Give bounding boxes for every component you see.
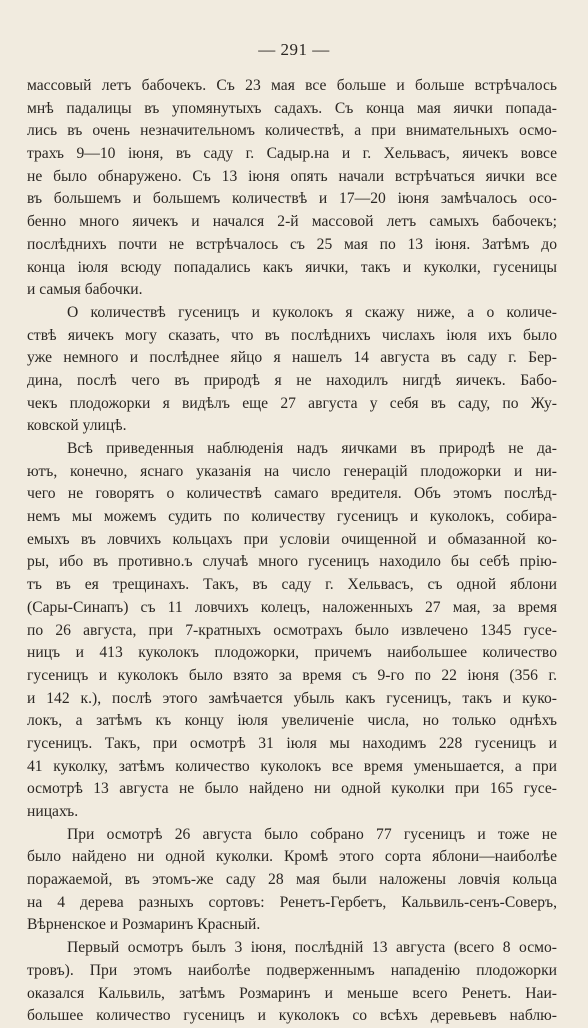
text-line: мнѣ падалицы въ упомянутыхъ садахъ. Съ конца мая яички попада- xyxy=(27,99,557,117)
text-line: и самыя бабочки. xyxy=(27,281,143,299)
text-line: оказался Кальвиль, затѣмъ Розмаринъ и меньше всего Ренетъ. Наи- xyxy=(27,984,557,1002)
text-line: тровъ). При этомъ наиболѣе подверженнымъ нападенію плодожорки xyxy=(27,961,557,979)
text-line: 41 куколку, затѣмъ количество куколокъ все время уменьшается, а при xyxy=(27,757,557,775)
paragraph xyxy=(27,302,557,438)
text-line: осмотрѣ 13 августа не было найдено ни одной куколки при 165 гусе- xyxy=(27,780,557,798)
text-line: При осмотрѣ 26 августа было собрано 77 гусеницъ и тоже не xyxy=(67,825,557,843)
text-line: конца іюля всюду попадались какъ яички, такъ и куколки, гусеницы xyxy=(27,258,557,276)
text-line: ры, ибо въ противно.ъ случаѣ много гусеницъ находило бы себѣ прію- xyxy=(27,553,557,571)
text-line: не было обнаружено. Съ 13 іюня опять начали встрѣчаться яички все xyxy=(27,167,557,185)
text-line: чекъ плодожорки я видѣлъ еще 27 августа у себя въ саду, по Жу- xyxy=(27,394,557,412)
text-line: по 26 августа, при 7-кратныхъ осмотрахъ было извлечено 1345 гусе- xyxy=(27,621,557,639)
text-line: Вѣрненское и Розмаринъ Красный. xyxy=(27,916,261,934)
text-line: лись въ очень незначительномъ количествѣ, а при внимательныхъ осмо- xyxy=(27,122,557,140)
paragraph xyxy=(27,75,557,302)
text-line: немъ мы можемъ судить по количеству гусеницъ и куколокъ, собира- xyxy=(27,508,557,526)
text-line: тъ въ ея трещинахъ. Такъ, въ саду г. Хельвасъ, съ одной яблони xyxy=(27,576,557,594)
text-line: ницъ и 413 куколокъ плодожорки, причемъ наибольшее количество xyxy=(27,644,557,662)
text-line: (Сары-Синапъ) съ 11 ловчихъ колецъ, наложенныхъ 27 мая, за время xyxy=(27,598,557,616)
text-line: поражаемой, въ этомъ-же саду 28 мая были наложены ловчія кольца xyxy=(27,871,557,889)
text-line: было найдено ни одной куколки. Кромѣ этого сорта яблони—наиболѣе xyxy=(27,848,557,866)
text-line: гусеницъ и куколокъ было взято за время съ 9-го по 22 іюня (356 г. xyxy=(27,666,557,684)
text-line: уже немного и послѣднее яйцо я нашелъ 14 августа въ саду г. Бер- xyxy=(27,349,557,367)
text-line: на 4 дерева разныхъ сортовъ: Ренетъ-Гербетъ, Кальвиль-сенъ-Соверъ, xyxy=(27,893,557,911)
text-line: послѣднихъ почти не встрѣчалось съ 25 мая по 13 іюня. Затѣмъ до xyxy=(27,235,557,253)
text-line: дина, послѣ чего въ природѣ я не находилъ нигдѣ яичекъ. Бабо- xyxy=(27,371,557,389)
text-line: чего не говорятъ о количествѣ самаго вредителя. Объ этомъ послѣд- xyxy=(27,485,557,503)
text-line: гусеницъ. Такъ, при осмотрѣ 31 іюля мы находимъ 228 гусеницъ и xyxy=(27,734,557,752)
text-line: О количествѣ гусеницъ и куколокъ я скажу ниже, а о количе- xyxy=(67,303,557,321)
text-line: бенно много яичекъ и начался 2-й массовой летъ самыхъ бабочекъ; xyxy=(27,213,557,231)
text-line: ковской улицѣ. xyxy=(27,417,127,435)
text-line: Всѣ приведенныя наблюденія надъ яичками въ природѣ не да- xyxy=(67,440,557,457)
text-line: ствѣ яичекъ могу сказать, что въ послѣднихъ числахъ іюля ихъ было xyxy=(27,326,557,344)
page-number: — 291 — xyxy=(258,40,330,59)
text-line: массовый летъ бабочекъ. Съ 23 мая все больше и больше встрѣчалось xyxy=(27,77,557,94)
text-line: Первый осмотръ былъ 3 іюня, послѣдній 13 августа (всего 8 осмо- xyxy=(67,939,557,957)
text-line: локъ, а затѣмъ къ концу іюля увеличеніе числа, но только однѣхъ xyxy=(27,712,557,730)
text-line: большее количество гусеницъ и куколокъ со всѣхъ деревьевъ наблю- xyxy=(27,1007,557,1025)
text-line: и 142 к.), послѣ этого замѣчается убыль какъ гусеницъ, такъ и куко- xyxy=(27,689,557,707)
paragraph xyxy=(27,937,557,1028)
text-line: трахъ 9—10 іюня, въ саду г. Садыр.на и г. Хельвасъ, яичекъ вовсе xyxy=(27,145,557,163)
text-line: емыхъ въ ловчихъ кольцахъ при условіи очищенной и обмазанной ко- xyxy=(27,530,557,548)
text-line: ютъ, конечно, яснаго указанія на число генерацій плодожорки и ни- xyxy=(27,462,557,480)
page-body-text xyxy=(27,75,557,1028)
text-line: ницахъ. xyxy=(27,803,79,820)
text-line: въ большемъ и большемъ количествѣ и 17—20 іюня замѣчалось осо- xyxy=(27,190,557,208)
paragraph xyxy=(27,824,557,937)
paragraph xyxy=(27,438,557,824)
